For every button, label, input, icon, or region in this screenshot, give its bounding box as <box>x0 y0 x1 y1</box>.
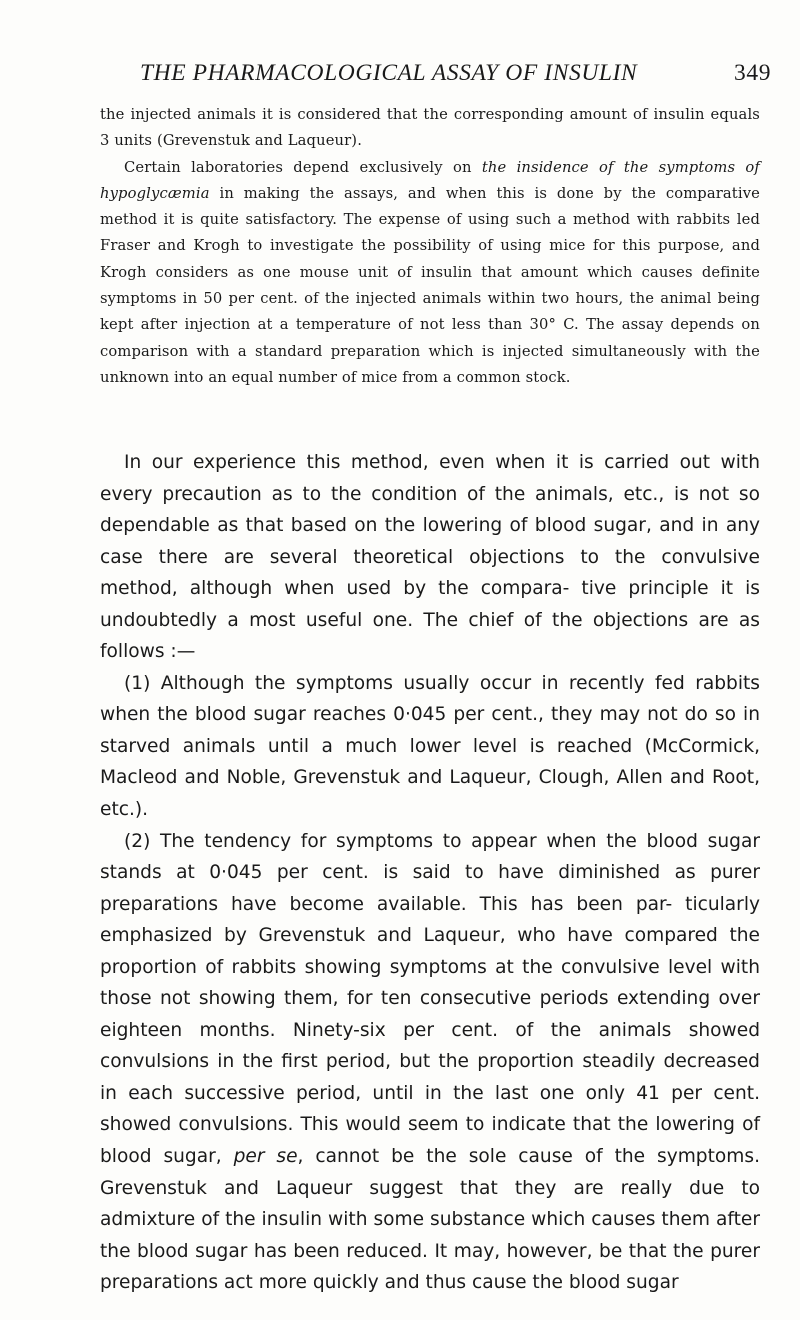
emphasized-text: the insidence of the symptoms of hypoglycæmia <box>100 158 760 202</box>
page-number: 349 <box>734 60 772 86</box>
paragraph-experience <box>100 447 760 668</box>
small-print-section <box>100 102 760 391</box>
paragraph-objection-2 <box>100 826 760 1299</box>
main-text-section <box>100 447 760 1299</box>
paragraph-text: (1) Although the symptoms usually occur in recently fed rabbits when the blood sugar reaches 0·045 per cent., they may not do so in starved animals until a much lower level is reached (McCormick, Macleod and Noble, Grevenstuk and Laqueur, Clough, Allen and Root, etc.). <box>100 672 760 821</box>
emphasized-text: per se <box>233 1146 298 1168</box>
paragraph-text: (2) The tendency for symptoms to appear when the blood sugar stands at 0·045 per cent. is said to have diminished as purer preparations have become available. This has been par- ticularly emphasized by Grevenstuk and Laqueur, who have compared the proportion of rabbits showing symptoms at the convulsive level with those not showing them, for ten consecutive periods extending over eighteen months. Ninety-six per cent. of the animals showed convulsions in the first period, but the proportion steadily decreased in each successive period, until in the last one only 41 per cent. showed convulsions. This would seem to indicate that the lowering of blood sugar, <box>100 830 760 1168</box>
paragraph-text: in making the assays, and when this is done by the comparative method it is quite satisfactory. The expense of using such a method with rabbits led Fraser and Krogh to investigate the possibility of using mice for this purpose, and Krogh considers as one mouse unit of insulin that amount which causes definite symptoms in 50 per cent. of the injected animals within two hours, the animal being kept after injection at a temperature of not less than 30° C. The assay depends on comparison with a standard preparation which is injected simultaneously with the unknown into an equal number of mice from a common stock. <box>100 184 761 386</box>
paragraph-text: the injected animals it is considered that the corresponding amount of insulin equals 3 units (Grevenstuk and Laqueur). <box>100 106 760 150</box>
running-head <box>140 60 772 90</box>
paragraph-text: In our experience this method, even when it is carried out with every precaution as to the condition of the animals, etc., is not so dependable as that based on the lowering of blood sugar, and in any case there are several theoretical objections to the convulsive method, although when used by the compara- tive principle it is undoubtedly a most useful one. The chief of the objections are as follows :— <box>100 452 760 663</box>
paragraph-text: , cannot be the sole cause of the symptoms. Grevenstuk and Laqueur suggest that they are really due to admixture of the insulin with some substance which causes them after the blood sugar has been reduced. It may, however, be that the purer preparations act more quickly and thus cause the blood sugar <box>100 1146 760 1294</box>
paragraph-mouse-method <box>100 155 760 392</box>
paragraph-text: Certain laboratories depend exclusively on <box>124 158 472 176</box>
paragraph-continuation <box>100 102 760 155</box>
paragraph-objection-1 <box>100 668 760 826</box>
running-title: THE PHARMACOLOGICAL ASSAY OF INSULIN <box>140 60 638 86</box>
